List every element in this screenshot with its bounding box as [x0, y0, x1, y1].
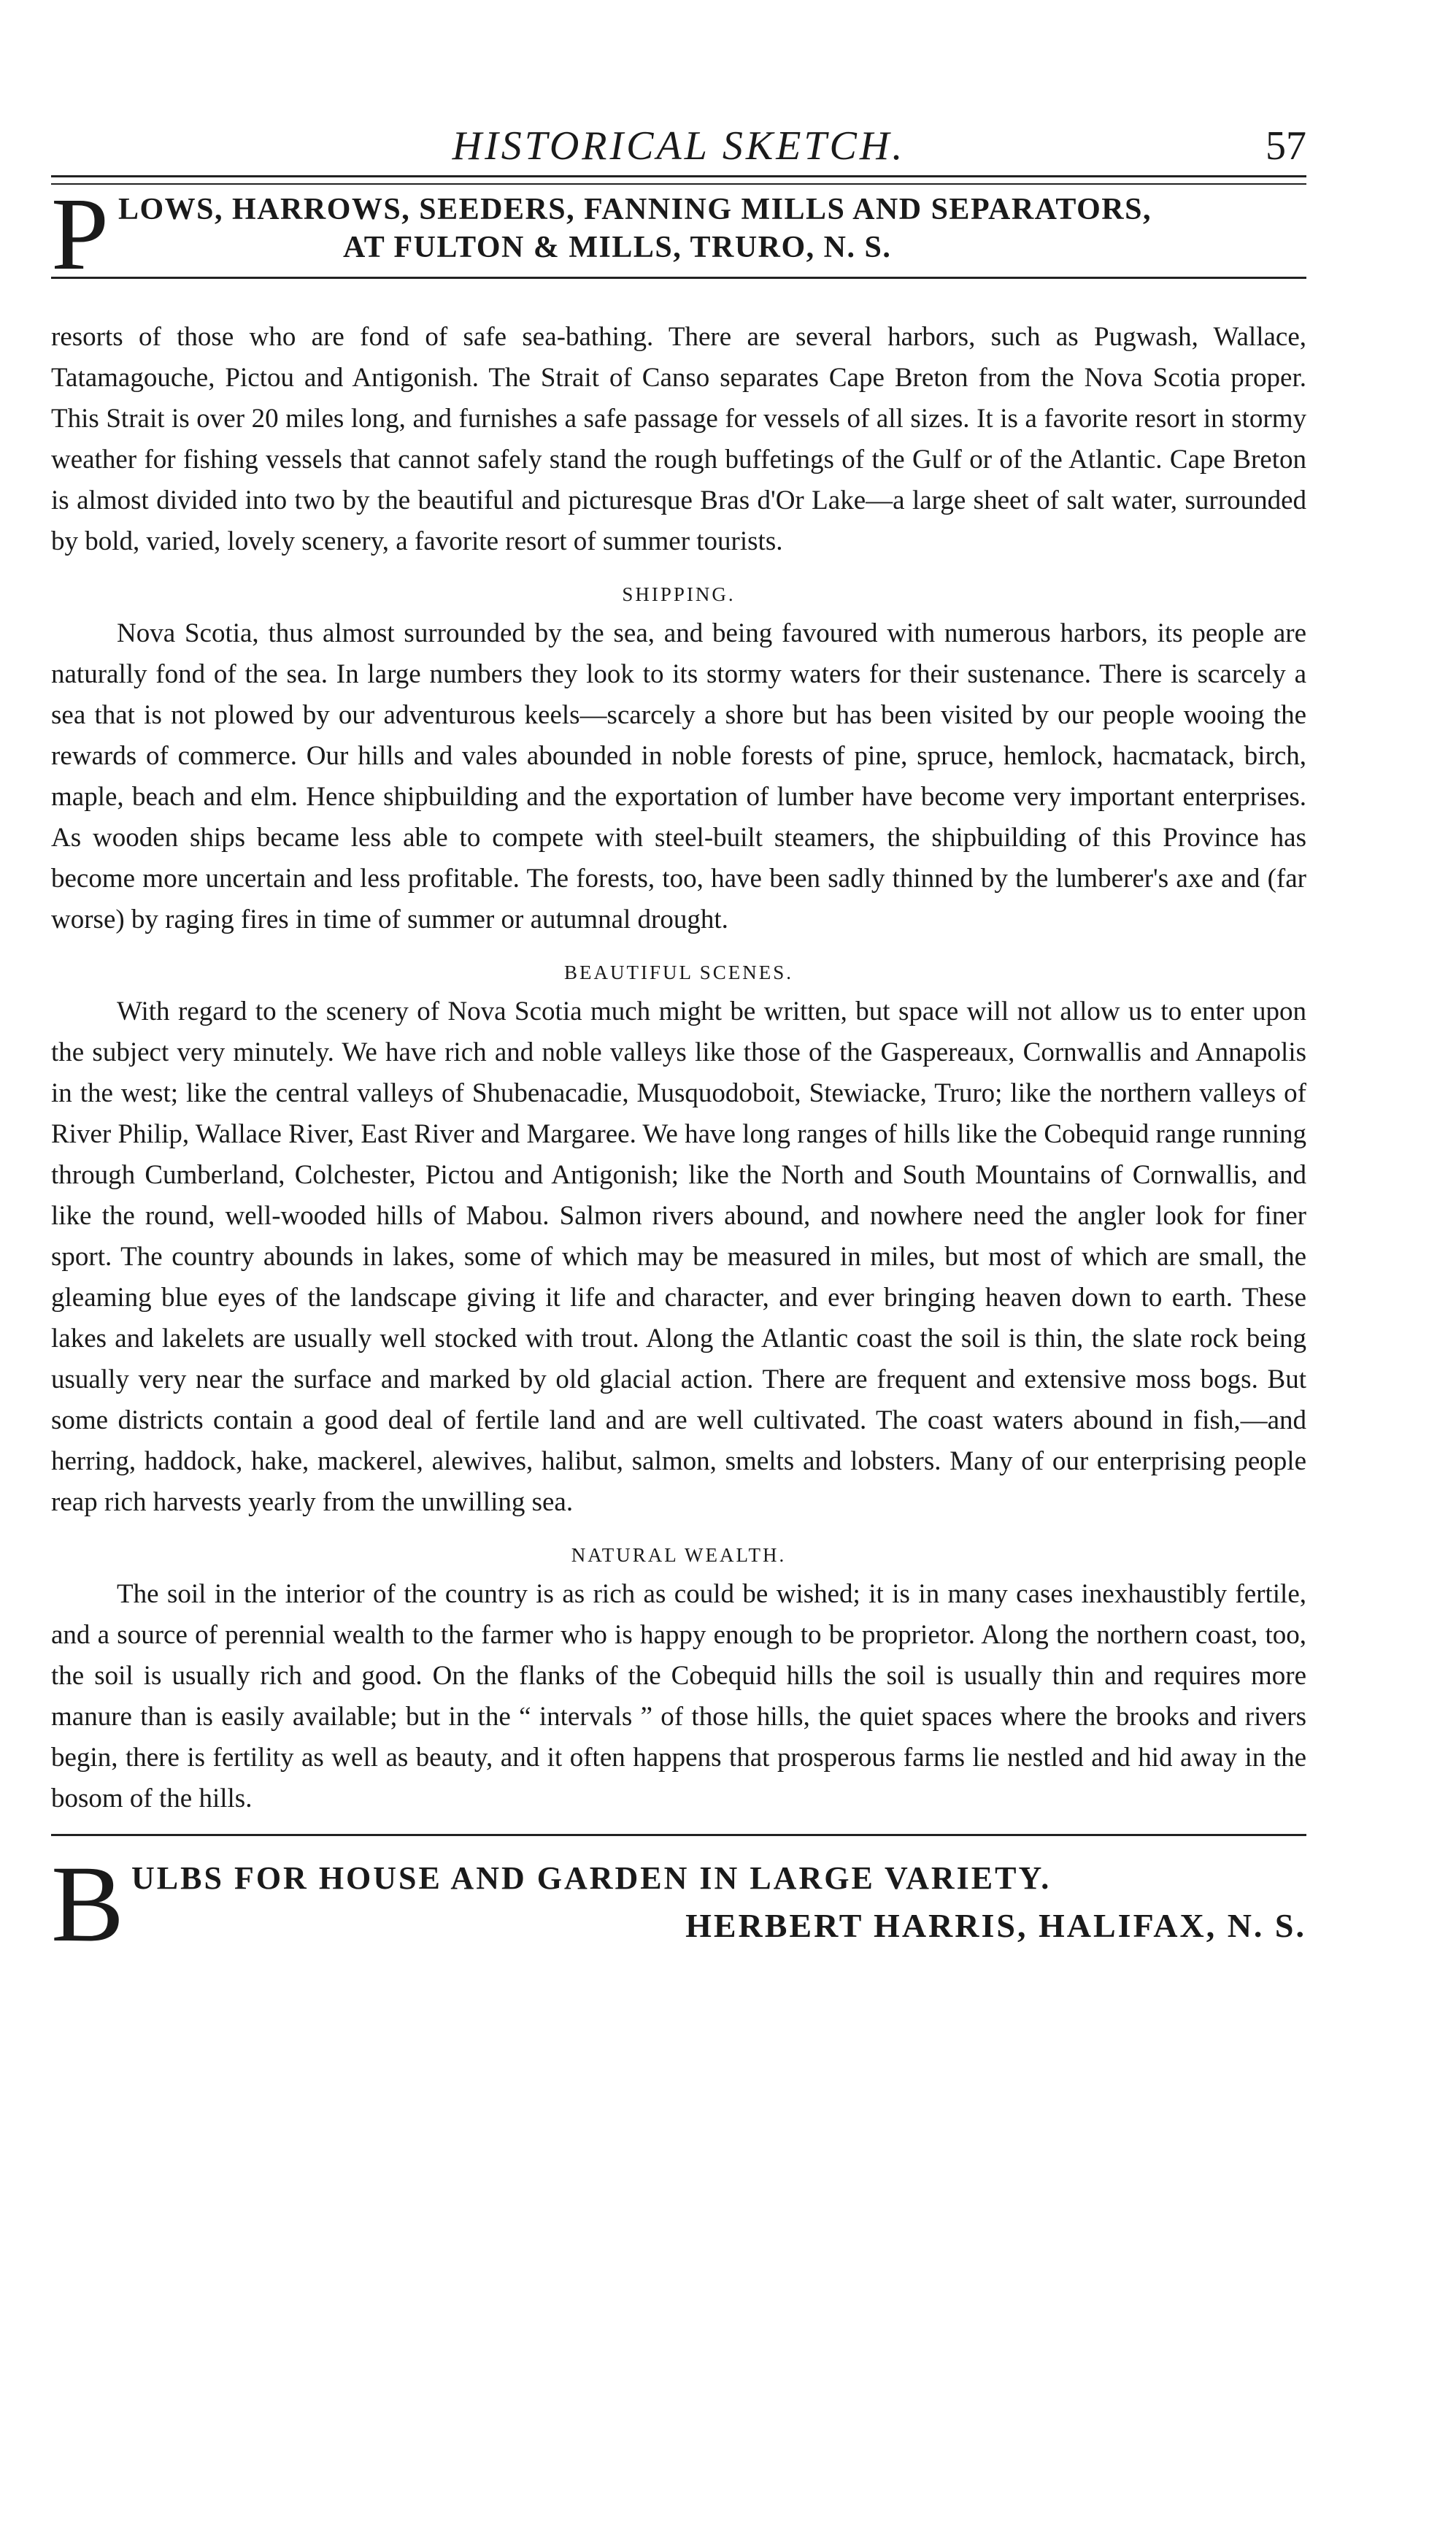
- ad-line-2: AT FULTON & MILLS, TRURO, N. S.: [343, 231, 892, 264]
- footer-rule: [51, 1834, 1306, 1836]
- scenes-paragraph: With regard to the scenery of Nova Scotia much might be written, but space will not allow us to enter upon the subject very minutely. We have rich and noble valleys like those of the Gaspereaux, Cornwallis and Annapolis in the west; like the central valleys of Shubenacadie, Musquodoboit, Stewiacke, Truro; like the northern valleys of River Philip, Wallace River, East River and Margaree. We have long ranges of hills like the Cobequid range running through Cumberland, Colchester, Pictou and Antigonish; like the North and South Mountains of Cornwallis, and like the round, well-wooded hills of Mabou. Salmon rivers abound, and nowhere need the angler look for finer sport. The country abounds in lakes, some of which may be measured in miles, but most of which are small, the gleaming blue eyes of the landscape giving it life and character, and ever bringing heaven down to earth. These lakes and lakelets are usually well stocked with trout. Along the Atlantic coast the soil is thin, the slate rock being usually very near the surface and marked by old glacial action. There are frequent and extensive moss bogs. But some districts contain a good deal of fertile land and are well cultivated. The coast waters abound in fish,—and herring, haddock, hake, mackerel, alewives, halibut, salmon, smelts and lobsters. Many of our enterprising people reap rich harvests yearly from the unwilling sea.: [51, 997, 1306, 1517]
- page-number: 57: [1266, 123, 1306, 169]
- bottom-ad-dropcap: B: [51, 1843, 125, 1965]
- bottom-ad-line-1: ULBS FOR HOUSE AND GARDEN IN LARGE VARIETY.: [131, 1860, 1052, 1896]
- header-rule: [51, 175, 1306, 177]
- section-heading-shipping: SHIPPING.: [622, 583, 736, 605]
- section-heading-scenes: BEAUTIFUL SCENES.: [563, 961, 793, 983]
- bottom-ad-line-2: HERBERT HARRIS, HALIFAX, N. S.: [685, 1907, 1306, 1944]
- bottom-advertisement: [51, 1843, 1306, 1965]
- running-title: HISTORICAL SKETCH.: [452, 123, 906, 169]
- ad-line-1: LOWS, HARROWS, SEEDERS, FANNING MILLS AND SEPARATORS,: [118, 193, 1152, 226]
- page: [51, 110, 1306, 1965]
- ad-rule: [51, 277, 1306, 279]
- top-advertisement: [51, 176, 1306, 291]
- shipping-paragraph: Nova Scotia, thus almost surrounded by the sea, and being favoured with numerous harbors, its people are naturally fond of the sea. In large numbers they look to its stormy waters for their sustenance. There is scarcely a sea that is not plowed by our adventurous keels—scarcely a shore but has been visited by our people wooing the rewards of commerce. Our hills and vales abounded in noble forests of pine, spruce, hemlock, hacmatack, birch, maple, beach and elm. Hence shipbuilding and the exportation of lumber have become very important enterprises. As wooden ships became less able to compete with steel-built steamers, the shipbuilding of this Province has become more uncertain and less profitable. The forests, too, have been sadly thinned by the lumberer's axe and (far worse) by raging fires in time of summer or autumnal drought.: [51, 618, 1306, 934]
- ad-dropcap: P: [51, 176, 109, 291]
- article-body: [51, 317, 1306, 1819]
- section-heading-wealth: NATURAL WEALTH.: [571, 1544, 787, 1566]
- intro-paragraph: resorts of those who are fond of safe sea-bathing. There are several harbors, such as Pugwash, Wallace, Tatamagouche, Pictou and Antigonish. The Strait of Canso separates Cape Breton from the Nova Scotia proper. This Strait is over 20 miles long, and furnishes a safe passage for vessels of all sizes. It is a favorite resort in stormy weather for fishing vessels that cannot safely stand the rough buffetings of the Gulf or of the Atlantic. Cape Breton is almost divided into two by the beautiful and picturesque Bras d'Or Lake—a large sheet of salt water, surrounded by bold, varied, lovely scenery, a favorite resort of summer tourists.: [51, 322, 1306, 556]
- running-header: [51, 110, 1306, 175]
- wealth-paragraph: The soil in the interior of the country is as rich as could be wished; it is in many cases inexhaustibly fertile, and a source of perennial wealth to the farmer who is happy enough to be proprietor. Along the northern coast, too, the soil is usually rich and good. On the flanks of the Cobequid hills the soil is usually thin and requires more manure than is easily available; but in the “ intervals ” of those hills, the quiet spaces where the brooks and rivers begin, there is fertility as well as beauty, and it often happens that prosperous farms lie nestled and hid away in the bosom of the hills.: [51, 1579, 1306, 1813]
